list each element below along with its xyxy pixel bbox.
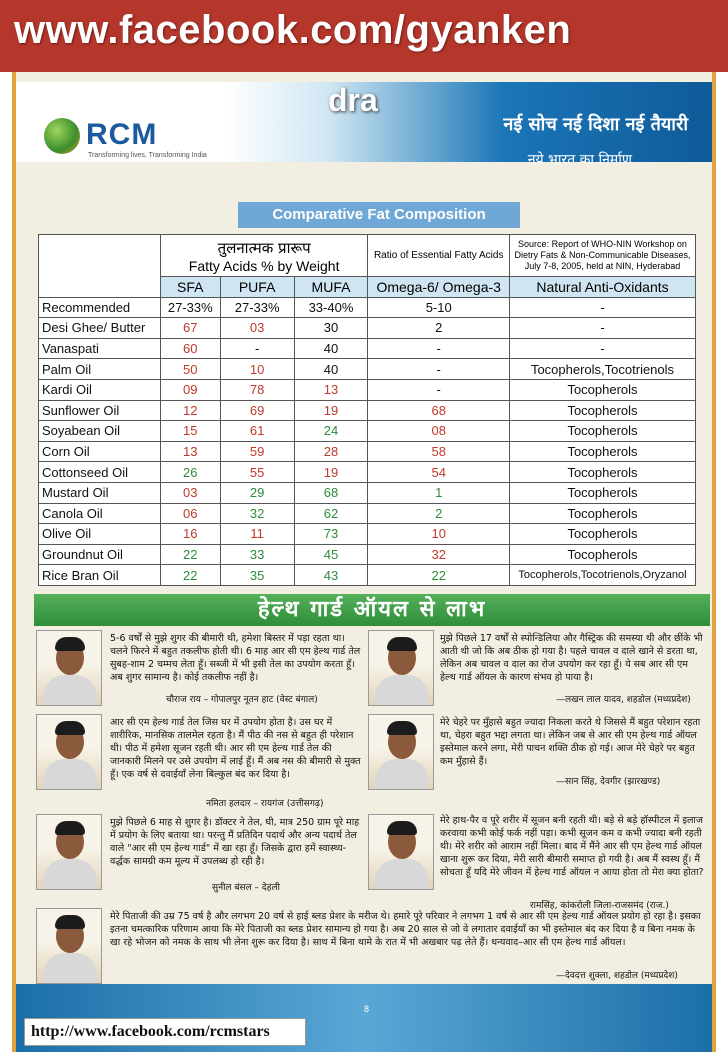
cell-antioxidants: Tocopherols bbox=[510, 400, 696, 421]
cell-antioxidants: Tocopherols bbox=[510, 482, 696, 503]
cell-sfa: 13 bbox=[160, 441, 220, 462]
cell-sfa: 60 bbox=[160, 338, 220, 359]
top-banner bbox=[0, 0, 728, 72]
header-ratio: Ratio of Essential Fatty Acids bbox=[368, 235, 510, 277]
header-hindi: तुलनात्मक प्रारूप bbox=[217, 238, 311, 257]
testimonial-text: मेरे चेहरे पर मुँहासे बहुत ज्यादा निकला करते थे जिससे मैं बहुत परेशान रहता था, चेहरा बहुत भद्दा लगता था। लेकिन जब से आर सी एम हेल्थ गार्ड ऑयल इस्तेमाल करने लगा, मेरी पाचन शक्ति ठीक हो गई। आज मेरे चेहरे पर बहुत कम मुँहासे हैं। bbox=[440, 717, 701, 767]
logo-tagline: Transforming lives, Transforming India bbox=[88, 152, 207, 159]
cell-mufa: 68 bbox=[294, 482, 368, 503]
cell-pufa: 61 bbox=[220, 421, 294, 442]
cell-omega: 1 bbox=[368, 482, 510, 503]
magazine-page bbox=[12, 72, 716, 1052]
table-row bbox=[39, 441, 696, 462]
cell-mufa: 33-40% bbox=[294, 297, 368, 318]
cell-sfa: 26 bbox=[160, 462, 220, 483]
cell-sfa: 16 bbox=[160, 524, 220, 545]
cell-name: Soyabean Oil bbox=[39, 421, 161, 442]
cell-name: Desi Ghee/ Butter bbox=[39, 318, 161, 339]
testimonial-photo bbox=[36, 814, 102, 890]
testimonial-photo bbox=[368, 814, 434, 890]
cell-omega: 08 bbox=[368, 421, 510, 442]
table-row bbox=[39, 503, 696, 524]
cell-pufa: 78 bbox=[220, 379, 294, 400]
cell-omega: - bbox=[368, 338, 510, 359]
cell-mufa: 73 bbox=[294, 524, 368, 545]
header-source: Source: Report of WHO-NIN Workshop on Dietry Fats & Non-Communicable Diseases, July 7-8, 2005, held at NIN, Hyderabad bbox=[510, 235, 696, 277]
cell-mufa: 40 bbox=[294, 359, 368, 380]
table-row bbox=[39, 482, 696, 503]
testimonial-photo bbox=[36, 630, 102, 706]
cell-sfa: 50 bbox=[160, 359, 220, 380]
testimonial-text: मुझे पिछले 17 वर्षों से स्पोन्डिलिया और गैस्ट्रिक की समस्या थी और छींके भी आती थी जो कि अब ठीक हो गया है। पहले चावल व दाले खाने से डरता था, लेकिन अब चावल व दाल का रोज उपयोग कर रहा हूँ। ये सब आर सी एम हेल्थ गार्ड ऑयल के कारण संभव हो पाया है। bbox=[440, 633, 703, 683]
cell-antioxidants: Tocopherols bbox=[510, 462, 696, 483]
cell-name: Cottonseed Oil bbox=[39, 462, 161, 483]
cell-omega: 2 bbox=[368, 318, 510, 339]
cell-omega: 22 bbox=[368, 565, 510, 586]
cell-mufa: 62 bbox=[294, 503, 368, 524]
cell-omega: 68 bbox=[368, 400, 510, 421]
testimonial-text: 5-6 वर्षों से मुझे शुगर की बीमारी थी, हमेशा बिस्तर में पड़ा रहता था। चलने फिरने में बहुत तकलीफ होती थी। 6 माह आर सी एम हेल्थ गार्ड तेल सुबह-शाम 2 चम्मच लेता हूँ। सब्जी में भी इसी तेल का उपयोग करता हूँ। अब शुगर सामान्य है। कोई तकलीफ नहीं है। bbox=[110, 633, 361, 683]
table-row bbox=[39, 421, 696, 442]
cell-omega: - bbox=[368, 379, 510, 400]
footer-url[interactable]: http://www.facebook.com/rcmstars bbox=[24, 1018, 306, 1046]
rcm-logo-icon bbox=[44, 118, 80, 154]
table-row bbox=[39, 297, 696, 318]
cell-antioxidants: Tocopherols bbox=[510, 503, 696, 524]
benefits-title: हेल्थ गार्ड ऑयल से लाभ bbox=[257, 597, 487, 622]
subheader-antioxidants: Natural Anti-Oxidants bbox=[510, 277, 696, 298]
table-row bbox=[39, 524, 696, 545]
cell-name: Mustard Oil bbox=[39, 482, 161, 503]
logo-text: RCM bbox=[86, 118, 158, 151]
testimonial-text: आर सी एम हेल्थ गार्ड तेल जिस घर में उपयोग होता है। उस घर में शारीरिक, मानसिक तालमेल रहता है। मैं पीठ की नस से बहुत ही परेशान थी। पीठ में हमेशा सूजन रहती थी। आर सी एम हेल्थ गार्ड तेल की जानकारी मिलने पर उसे उपयोग में लाई हूँ। मैं अब नस की बीमारी से मुक्त हूँ। एक वर्ष से दवाईयाँ लेना बिल्कुल बंद कर दिया है। bbox=[110, 717, 361, 780]
page-number: 8 bbox=[364, 1004, 370, 1014]
cell-pufa: 10 bbox=[220, 359, 294, 380]
cell-name: Groundnut Oil bbox=[39, 544, 161, 565]
testimonial-signature: चौराज राय – गोपालपुर नूतन हाट (वेस्ट बंगाल) bbox=[166, 695, 318, 705]
cell-name: Corn Oil bbox=[39, 441, 161, 462]
table-row bbox=[39, 400, 696, 421]
table-row bbox=[39, 462, 696, 483]
cell-mufa: 30 bbox=[294, 318, 368, 339]
cell-pufa: 55 bbox=[220, 462, 294, 483]
cell-mufa: 28 bbox=[294, 441, 368, 462]
cell-antioxidants: Tocopherols bbox=[510, 421, 696, 442]
subheader-mufa: MUFA bbox=[294, 277, 368, 298]
table-row bbox=[39, 565, 696, 586]
cell-pufa: - bbox=[220, 338, 294, 359]
cell-mufa: 19 bbox=[294, 462, 368, 483]
cell-pufa: 32 bbox=[220, 503, 294, 524]
cell-name: Rice Bran Oil bbox=[39, 565, 161, 586]
cell-sfa: 15 bbox=[160, 421, 220, 442]
header-empty-cell bbox=[39, 235, 161, 277]
cell-antioxidants: - bbox=[510, 318, 696, 339]
cell-omega: 54 bbox=[368, 462, 510, 483]
cell-name: Kardi Oil bbox=[39, 379, 161, 400]
cell-name: Recommended bbox=[39, 297, 161, 318]
cell-sfa: 06 bbox=[160, 503, 220, 524]
table-subheader-row bbox=[39, 277, 696, 298]
cell-antioxidants: Tocopherols,Tocotrienols bbox=[510, 359, 696, 380]
cell-omega: 32 bbox=[368, 544, 510, 565]
testimonial-photo bbox=[368, 714, 434, 790]
cell-pufa: 35 bbox=[220, 565, 294, 586]
banner-url-continuation: dra bbox=[328, 82, 378, 118]
cell-pufa: 11 bbox=[220, 524, 294, 545]
table-row bbox=[39, 338, 696, 359]
cell-sfa: 22 bbox=[160, 565, 220, 586]
banner-url[interactable]: www.facebook.com/gyanken bbox=[14, 8, 572, 52]
testimonial-text: मेरे पिताजी की उम्र 75 वर्ष है और लगभग 20 वर्ष से हाई ब्लड प्रेशर के मरीज थे। हमारे पूरे परिवार ने लगभग 1 वर्ष से आर सी एम हेल्थ गार्ड ऑयल प्रयोग हो रहा है। इसका इतना चमत्कारिक परिणाम आया कि मेरे पिताजी का ब्लड प्रेशर सामान्य हो गया है। अब 20 साल से जो वे लगातार दवाईयाँ का भी इस्तेमाल बंद कर दिया है व बिना नमक के खा रहे भोजन को नमक के साथ भी लेना शुरू कर दिया है। साथ में बिना थामे के रात में भी अखबार पढ़ लेते हैं। धन्यवाद–आर सी एम हेल्थ गार्ड ऑयल। bbox=[110, 911, 701, 948]
cell-omega: 10 bbox=[368, 524, 510, 545]
cell-antioxidants: Tocopherols bbox=[510, 524, 696, 545]
cell-sfa: 67 bbox=[160, 318, 220, 339]
cell-omega: 5-10 bbox=[368, 297, 510, 318]
header-fatty-english: Fatty Acids % by Weight bbox=[188, 257, 340, 274]
header-band bbox=[16, 82, 712, 168]
cell-mufa: 13 bbox=[294, 379, 368, 400]
testimonial-photo bbox=[36, 908, 102, 984]
testimonial-signature: रामसिंह, कांकरोली जिला-राजसमंद (राज.) bbox=[530, 901, 669, 911]
cell-omega: 2 bbox=[368, 503, 510, 524]
header-slogan-2: नये भारत का निर्माण bbox=[527, 152, 632, 168]
cell-antioxidants: Tocopherols,Tocotrienols,Oryzanol bbox=[510, 565, 696, 586]
subheader-empty-cell bbox=[39, 277, 161, 298]
cell-sfa: 22 bbox=[160, 544, 220, 565]
cell-mufa: 19 bbox=[294, 400, 368, 421]
testimonial-photo bbox=[36, 714, 102, 790]
cell-antioxidants: Tocopherols bbox=[510, 544, 696, 565]
subheader-sfa: SFA bbox=[160, 277, 220, 298]
table-title: Comparative Fat Composition bbox=[238, 202, 520, 228]
cell-pufa: 59 bbox=[220, 441, 294, 462]
cell-sfa: 09 bbox=[160, 379, 220, 400]
cell-antioxidants: Tocopherols bbox=[510, 379, 696, 400]
cell-sfa: 27-33% bbox=[160, 297, 220, 318]
cell-mufa: 24 bbox=[294, 421, 368, 442]
testimonial-signature: —देवदत्त शुक्ला, शहडोल (मध्यप्रदेश) bbox=[556, 971, 678, 981]
testimonial-text: मेरे हाथ-पैर व पूरे शरीर में सूजन बनी रहती थी। बड़े से बड़े हॉस्पीटल में इलाज करवाया कभी कोई फर्क नहीं पड़ा। कभी सूजन कम व कभी ज्यादा बनी रहती थी। मेरे शरीर को आराम नहीं मिला। बाद में मैंने आर सी एम हेल्थ गार्ड ऑयल खाना शुरू कर दिया, मेरी सारी बीमारी समाप्त हो गयी है। अब मैं स्वस्थ हूँ। मैं सोचता हूँ यदि मेरे जीवन में हेल्थ गार्ड ऑयल न आया होता तो मेरा क्या होता? bbox=[440, 815, 704, 878]
table-row bbox=[39, 359, 696, 380]
cell-antioxidants: - bbox=[510, 297, 696, 318]
cell-sfa: 12 bbox=[160, 400, 220, 421]
testimonial-signature: —सान सिंह, देवगीर (झारखण्ड) bbox=[556, 777, 661, 787]
cell-mufa: 40 bbox=[294, 338, 368, 359]
cell-pufa: 69 bbox=[220, 400, 294, 421]
testimonial-photo bbox=[368, 630, 434, 706]
cell-mufa: 45 bbox=[294, 544, 368, 565]
cell-name: Palm Oil bbox=[39, 359, 161, 380]
table-row bbox=[39, 318, 696, 339]
cell-omega: - bbox=[368, 359, 510, 380]
header-fatty-acids bbox=[160, 235, 368, 277]
header-slogan: नई सोच नई दिशा नई तैयारी bbox=[503, 114, 688, 135]
testimonial-signature: —लखन लाल यादव, शहडोल (मध्यप्रदेश) bbox=[556, 695, 691, 705]
cell-pufa: 29 bbox=[220, 482, 294, 503]
table-row bbox=[39, 544, 696, 565]
testimonial-signature: नमिता हलदार – रायगंज (उत्तीसगढ़) bbox=[206, 799, 324, 809]
cell-mufa: 43 bbox=[294, 565, 368, 586]
table-header-row bbox=[39, 235, 696, 277]
benefits-banner bbox=[34, 594, 710, 626]
testimonial-signature: सुनील बंसल – देहली bbox=[212, 883, 280, 893]
cell-name: Vanaspati bbox=[39, 338, 161, 359]
cell-antioxidants: Tocopherols bbox=[510, 441, 696, 462]
cell-pufa: 27-33% bbox=[220, 297, 294, 318]
cell-pufa: 33 bbox=[220, 544, 294, 565]
testimonial-text: मुझे पिछले 6 माह से शुगर है। डॉक्टर ने तेल, घी, मात्र 250 ग्राम पूरे माह में प्रयोग के लिए बताया था। परन्तु मैं प्रतिदिन पदार्थ और अन्य पदार्थ तेल वाले "आर सी एम हेल्थ गार्ड" में खा रहा हूँ। जिसके द्वारा हमें स्वास्थ्य-वर्द्धक सामग्री कम मूल्य में उपलब्ध हो रही है। bbox=[110, 817, 360, 867]
subheader-omega: Omega-6/ Omega-3 bbox=[368, 277, 510, 298]
cell-pufa: 03 bbox=[220, 318, 294, 339]
cell-name: Canola Oil bbox=[39, 503, 161, 524]
cell-omega: 58 bbox=[368, 441, 510, 462]
cell-name: Sunflower Oil bbox=[39, 400, 161, 421]
cell-antioxidants: - bbox=[510, 338, 696, 359]
cell-sfa: 03 bbox=[160, 482, 220, 503]
table-row bbox=[39, 379, 696, 400]
subheader-pufa: PUFA bbox=[220, 277, 294, 298]
fat-composition-table bbox=[38, 234, 696, 586]
cell-name: Olive Oil bbox=[39, 524, 161, 545]
